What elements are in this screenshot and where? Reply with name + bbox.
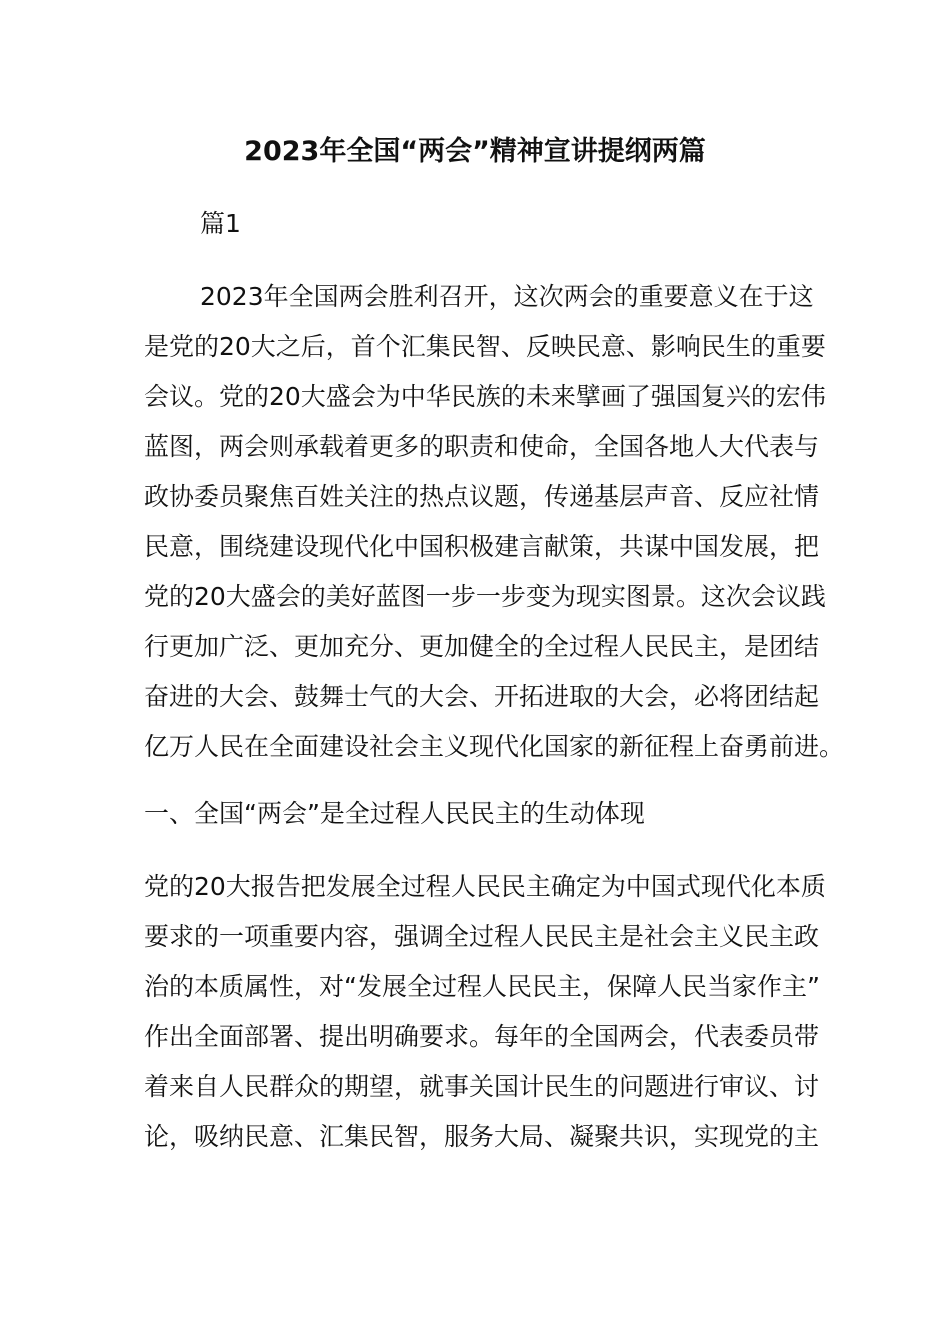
paragraph-2-line: 要求的一项重要内容，强调全过程人民民主是社会主义民主政 — [144, 922, 820, 951]
section-heading: 一、全国“两会”是全过程人民民主的生动体现 — [144, 799, 645, 828]
paragraph-1 — [144, 272, 845, 772]
paragraph-1-line: 会议。党的20大盛会为中华民族的未来擘画了强国复兴的宏伟 — [144, 382, 826, 411]
document-title: 2023年全国“两会”精神宣讲提纲两篇 — [244, 136, 706, 167]
paragraph-1-line: 行更加广泛、更加充分、更加健全的全过程人民民主，是团结 — [144, 632, 820, 661]
paragraph-1-line: 党的20大盛会的美好蓝图一步一步变为现实图景。这次会议践 — [144, 582, 826, 611]
paragraph-1-line: 亿万人民在全面建设社会主义现代化国家的新征程上奋勇前进。 — [144, 732, 845, 761]
paragraph-2-line: 党的20大报告把发展全过程人民民主确定为中国式现代化本质 — [144, 872, 826, 901]
paragraph-2-line: 治的本质属性，对“发展全过程人民民主，保障人民当家作主” — [144, 972, 820, 1001]
paragraph-1-line: 奋进的大会、鼓舞士气的大会、开拓进取的大会，必将团结起 — [144, 682, 820, 711]
paragraph-2-line: 着来自人民群众的期望，就事关国计民生的问题进行审议、讨 — [144, 1072, 820, 1101]
paragraph-1-line: 政协委员聚焦百姓关注的热点议题，传递基层声音、反应社情 — [144, 482, 820, 511]
paragraph-1-line: 蓝图，两会则承载着更多的职责和使命，全国各地人大代表与 — [144, 432, 820, 461]
paragraph-1-line: 2023年全国两会胜利召开，这次两会的重要意义在于这 — [200, 282, 814, 311]
paragraph-2-line: 作出全面部署、提出明确要求。每年的全国两会，代表委员带 — [144, 1022, 820, 1051]
subheading: 篇1 — [200, 209, 241, 238]
paragraph-1-line: 是党的20大之后，首个汇集民智、反映民意、影响民生的重要 — [144, 332, 826, 361]
paragraph-2 — [144, 862, 824, 1162]
paragraph-1-line: 民意，围绕建设现代化中国积极建言献策，共谋中国发展，把 — [144, 532, 820, 561]
paragraph-2-line: 论，吸纳民意、汇集民智，服务大局、凝聚共识，实现党的主 — [144, 1122, 820, 1151]
